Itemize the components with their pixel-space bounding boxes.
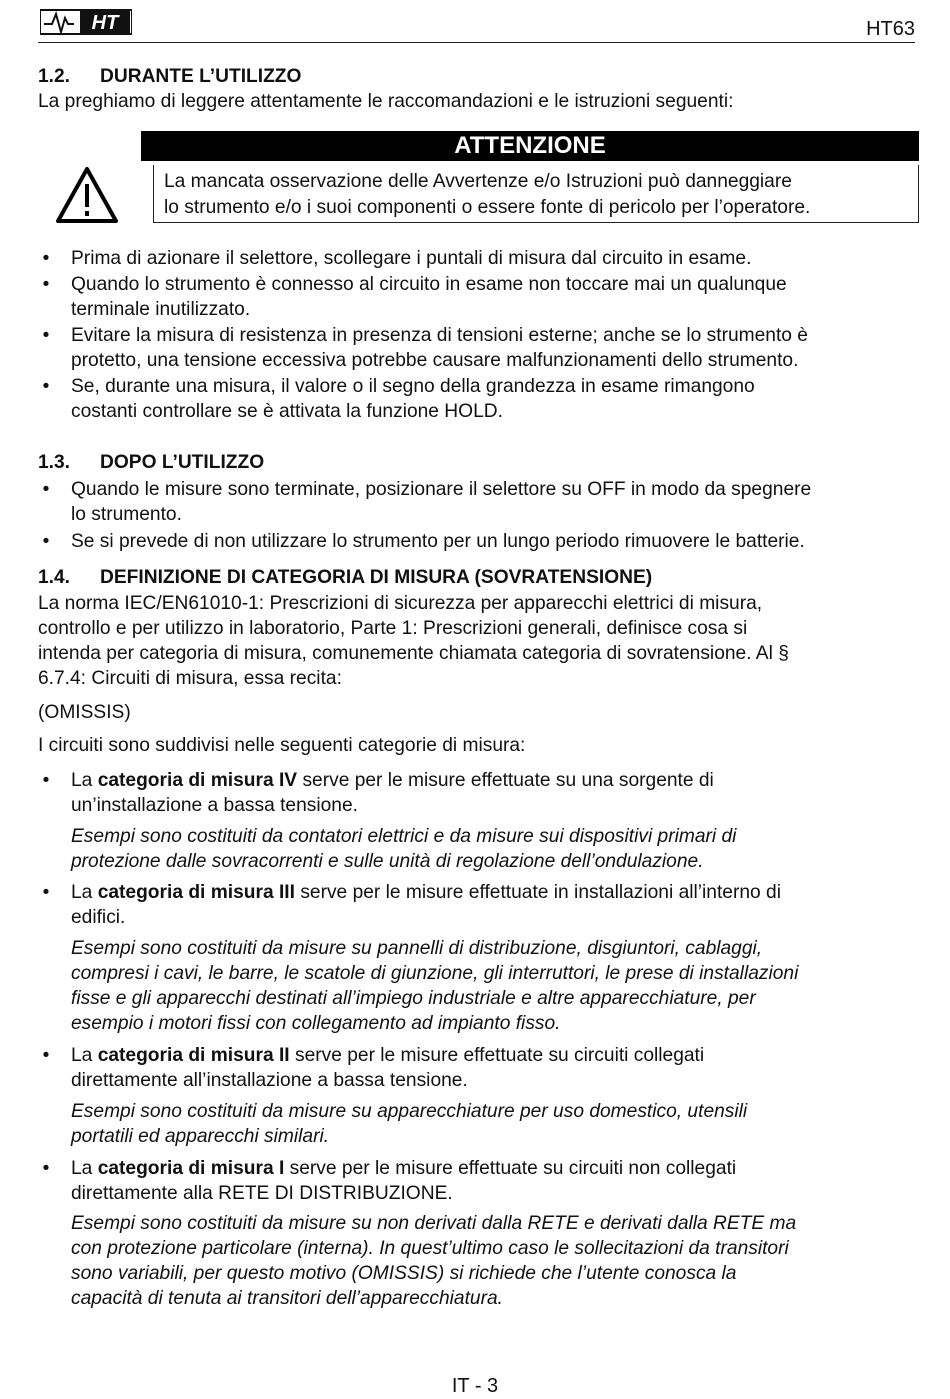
bullet-icon: • — [42, 274, 50, 295]
warning-text — [164, 169, 900, 221]
text-line: con protezione particolare (interna). In quest’ultimo caso le sollecitazioni da transitori — [71, 1238, 789, 1259]
warning-title: ATTENZIONE — [141, 131, 919, 161]
section-title: DOPO L’UTILIZZO — [100, 452, 265, 473]
bullet-icon: • — [42, 531, 50, 552]
bullet-icon: • — [42, 1045, 50, 1066]
category-example — [71, 1211, 915, 1311]
text-line: controllo e per utilizzo in laboratorio, Parte 1: Prescrizioni generali, definisce cosa si — [38, 618, 748, 639]
text-line: protezione dalle sovracorrenti e sulle unità di regolazione dell’ondulazione. — [71, 851, 704, 872]
section-number: 1.4. — [38, 567, 71, 588]
page-number: IT - 3 — [451, 1375, 499, 1397]
category-text — [71, 880, 915, 930]
text-line: portatili ed apparecchi similari. — [71, 1126, 330, 1147]
list-item-text: Se si prevede di non utilizzare lo strumento per un lungo periodo rimuovere le batterie. — [71, 531, 805, 552]
omissis-note: (OMISSIS) — [38, 702, 131, 723]
text-line: Se, durante una misura, il valore o il segno della grandezza in esame rimangono — [71, 376, 755, 397]
text-line: direttamente all’installazione a bassa tensione. — [71, 1070, 468, 1091]
text-line: Esempi sono costituiti da misure su pannelli di distribuzione, disgiuntori, cablaggi, — [71, 938, 763, 959]
page-header — [38, 4, 915, 43]
text-line: edifici. — [71, 907, 126, 928]
category-name: categoria di misura IV — [97, 770, 298, 791]
text-line: fisse e gli apparecchi destinati all’impiego industriale e altre apparecchiature, per — [71, 988, 756, 1009]
text-line: costanti controllare se è attivata la funzione HOLD. — [71, 401, 503, 422]
list-item-text — [71, 374, 915, 424]
text-line: compresi i cavi, le barre, le scatole di giunzione, gli interruttori, le prese di installazioni — [71, 963, 799, 984]
list-item-text: Prima di azionare il selettore, scollegare i puntali di misura dal circuito in esame. — [71, 248, 752, 269]
section-number: 1.2. — [38, 66, 71, 87]
text-line: sono variabili, per questo motivo (OMISSIS) si richiede che l’utente conosca la — [71, 1263, 737, 1284]
warning-box — [153, 165, 919, 223]
warning-line: lo strumento e/o i suoi componenti o essere fonte di pericolo per l’operatore. — [164, 197, 811, 218]
bullet-icon: • — [42, 479, 50, 500]
bullet-icon: • — [42, 376, 50, 397]
category-text — [71, 1043, 915, 1093]
category-text — [71, 768, 915, 818]
text-line: esempio i motori fissi con collegamento ad impianto fisso. — [71, 1013, 561, 1034]
list-item-text — [71, 477, 915, 527]
text-line: Esempi sono costituiti da contatori elettrici e da misure sui dispositivi primari di — [71, 826, 737, 847]
ht-logo — [40, 6, 132, 36]
section-heading-1-2 — [38, 64, 301, 89]
category-example — [71, 824, 915, 874]
logo-text: HT — [91, 12, 119, 34]
text-line: La norma IEC/EN61010-1: Prescrizioni di sicurezza per apparecchi elettrici di misura, — [38, 593, 763, 614]
text-line: Esempi sono costituiti da misure su non derivati dalla RETE e derivati dalla RETE ma — [71, 1213, 797, 1234]
text-line: direttamente alla RETE DI DISTRIBUZIONE. — [71, 1183, 453, 1204]
list-item-text — [71, 272, 915, 322]
section-title: DURANTE L’UTILIZZO — [100, 66, 302, 87]
section-intro: La preghiamo di leggere attentamente le raccomandazioni e le istruzioni seguenti: — [38, 91, 734, 112]
section-heading-1-4 — [38, 565, 652, 590]
bullet-icon: • — [42, 248, 50, 269]
category-name: categoria di misura II — [97, 1045, 290, 1066]
warning-line: La mancata osservazione delle Avvertenze e/o Istruzioni può danneggiare — [164, 171, 792, 192]
bullet-icon: • — [42, 325, 50, 346]
bullet-icon: • — [42, 882, 50, 903]
text-line: un’installazione a bassa tensione. — [71, 795, 358, 816]
text-line: lo strumento. — [71, 504, 182, 525]
category-example — [71, 936, 915, 1036]
section-number: 1.3. — [38, 452, 71, 473]
section-heading-1-3 — [38, 450, 264, 475]
categories-intro: I circuiti sono suddivisi nelle seguenti categorie di misura: — [38, 735, 526, 756]
text-line: Evitare la misura di resistenza in presenza di tensioni esterne; anche se lo strumento è — [71, 325, 808, 346]
bullet-icon: • — [42, 770, 50, 791]
category-text — [71, 1156, 915, 1206]
text-line: Quando le misure sono terminate, posizionare il selettore su OFF in modo da spegnere — [71, 479, 812, 500]
text-line: La categoria di misura III serve per le misure effettuate in installazioni all’interno di — [71, 882, 781, 903]
bullet-icon: • — [42, 1158, 50, 1179]
category-example — [71, 1099, 915, 1149]
section-title: DEFINIZIONE DI CATEGORIA DI MISURA (SOVRATENSIONE) — [100, 567, 653, 588]
text-line: La categoria di misura IV serve per le misure effettuate su una sorgente di — [71, 770, 714, 791]
text-line: 6.7.4: Circuiti di misura, essa recita: — [38, 668, 342, 689]
list-item-text — [71, 323, 915, 373]
text-line: La categoria di misura II serve per le misure effettuate su circuiti collegati — [71, 1045, 705, 1066]
text-line: capacità di tenuta ai transitori dell’apparecchiatura. — [71, 1288, 503, 1309]
text-line: La categoria di misura I serve per le misure effettuate su circuiti non collegati — [71, 1158, 737, 1179]
category-name: categoria di misura I — [97, 1158, 285, 1179]
category-name: categoria di misura III — [97, 882, 295, 903]
text-line: terminale inutilizzato. — [71, 299, 251, 320]
text-line: Esempi sono costituiti da misure su apparecchiature per uso domestico, utensili — [71, 1101, 748, 1122]
section-paragraph — [38, 591, 915, 691]
text-line: intenda per categoria di misura, comunemente chiamata categoria di sovratensione. Al § — [38, 643, 789, 664]
warning-triangle-icon — [55, 166, 119, 224]
text-line: Quando lo strumento è connesso al circuito in esame non toccare mai un qualunque — [71, 274, 787, 295]
text-line: protetto, una tensione eccessiva potrebbe causare malfunzionamenti dello strumento. — [71, 350, 799, 371]
model-name: HT63 — [866, 18, 915, 40]
